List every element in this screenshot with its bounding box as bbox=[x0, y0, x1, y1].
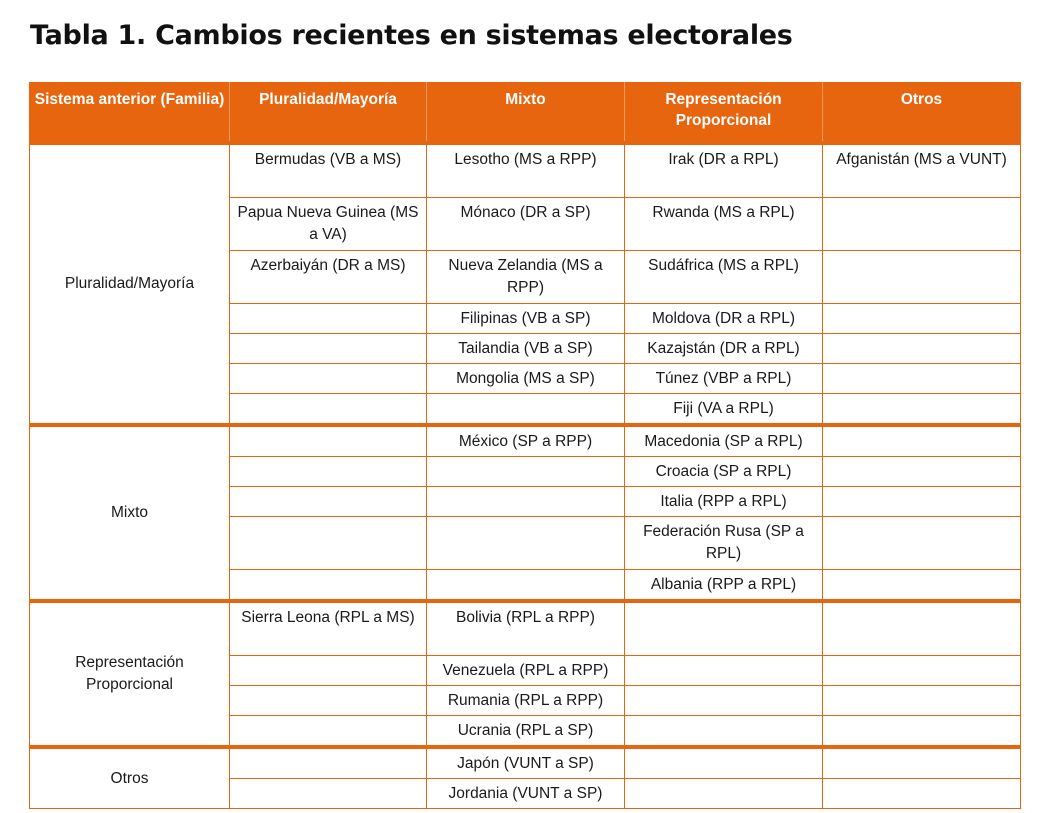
table-row bbox=[30, 601, 1021, 656]
electoral-systems-table bbox=[29, 82, 1021, 809]
table-cell: Rwanda (MS a RPL) bbox=[625, 198, 823, 251]
table-cell: Ucrania (RPL a SP) bbox=[427, 716, 625, 748]
table-cell: Azerbaiyán (DR a MS) bbox=[230, 251, 427, 304]
table-cell bbox=[625, 686, 823, 716]
table-cell bbox=[823, 656, 1021, 686]
table-cell bbox=[230, 364, 427, 394]
table-cell bbox=[823, 251, 1021, 304]
table-cell bbox=[625, 779, 823, 809]
table-cell: Federación Rusa (SP a RPL) bbox=[625, 517, 823, 570]
table-cell bbox=[427, 457, 625, 487]
header-row bbox=[30, 83, 1021, 144]
table-cell: Lesotho (MS a RPP) bbox=[427, 143, 625, 198]
table-cell: Macedonia (SP a RPL) bbox=[625, 425, 823, 457]
table-cell: Afganistán (MS a VUNT) bbox=[823, 143, 1021, 198]
table-cell bbox=[230, 425, 427, 457]
table-cell: Albania (RPP a RPL) bbox=[625, 570, 823, 602]
table-cell: Filipinas (VB a SP) bbox=[427, 304, 625, 334]
table-cell bbox=[230, 716, 427, 748]
table-cell: Croacia (SP a RPL) bbox=[625, 457, 823, 487]
table-cell: Japón (VUNT a SP) bbox=[427, 747, 625, 779]
table-cell bbox=[230, 747, 427, 779]
header-cell-previous-system: Sistema anterior (Familia) bbox=[30, 83, 230, 144]
table-cell bbox=[625, 656, 823, 686]
table-cell bbox=[427, 570, 625, 602]
table-cell: Italia (RPP a RPL) bbox=[625, 487, 823, 517]
table-cell: Túnez (VBP a RPL) bbox=[625, 364, 823, 394]
table-cell bbox=[230, 334, 427, 364]
header-cell-plurality-majority: Pluralidad/Mayoría bbox=[230, 83, 427, 144]
table-cell: Sierra Leona (RPL a MS) bbox=[230, 601, 427, 656]
table-cell: Mónaco (DR a SP) bbox=[427, 198, 625, 251]
table-cell bbox=[427, 394, 625, 426]
table-cell bbox=[230, 686, 427, 716]
table-cell: Tailandia (VB a SP) bbox=[427, 334, 625, 364]
family-cell-others: Otros bbox=[30, 747, 230, 809]
table-cell bbox=[823, 779, 1021, 809]
table-cell bbox=[823, 686, 1021, 716]
table-cell bbox=[625, 601, 823, 656]
table-cell bbox=[823, 716, 1021, 748]
table-row bbox=[30, 143, 1021, 198]
table-cell bbox=[230, 517, 427, 570]
table-cell bbox=[823, 304, 1021, 334]
table-cell: Kazajstán (DR a RPL) bbox=[625, 334, 823, 364]
table-cell bbox=[823, 517, 1021, 570]
table-cell: Bolivia (RPL a RPP) bbox=[427, 601, 625, 656]
table-cell bbox=[230, 779, 427, 809]
table-cell bbox=[823, 394, 1021, 426]
table-cell bbox=[230, 304, 427, 334]
table-cell bbox=[230, 487, 427, 517]
family-cell-proportional: Representación Proporcional bbox=[30, 601, 230, 747]
table-cell: Bermudas (VB a MS) bbox=[230, 143, 427, 198]
table-cell: Jordania (VUNT a SP) bbox=[427, 779, 625, 809]
table-title: Tabla 1. Cambios recientes en sistemas electorales bbox=[30, 20, 793, 51]
table-row bbox=[30, 747, 1021, 779]
table-cell: Moldova (DR a RPL) bbox=[625, 304, 823, 334]
header-cell-proportional: Representación Proporcional bbox=[625, 83, 823, 144]
table-cell: Venezuela (RPL a RPP) bbox=[427, 656, 625, 686]
header-cell-mixed: Mixto bbox=[427, 83, 625, 144]
table-cell bbox=[823, 198, 1021, 251]
family-cell-mixed: Mixto bbox=[30, 425, 230, 601]
table-cell bbox=[823, 487, 1021, 517]
table-cell bbox=[823, 334, 1021, 364]
header-cell-others: Otros bbox=[823, 83, 1021, 144]
table-row bbox=[30, 425, 1021, 457]
table-cell bbox=[625, 716, 823, 748]
table-cell bbox=[823, 425, 1021, 457]
table-cell bbox=[625, 747, 823, 779]
table-cell bbox=[230, 457, 427, 487]
table-cell bbox=[427, 517, 625, 570]
table-cell bbox=[823, 747, 1021, 779]
table-cell bbox=[823, 570, 1021, 602]
table-cell bbox=[823, 364, 1021, 394]
table-cell: Nueva Zelandia (MS a RPP) bbox=[427, 251, 625, 304]
table-cell bbox=[230, 656, 427, 686]
table-cell: Sudáfrica (MS a RPL) bbox=[625, 251, 823, 304]
table-cell bbox=[427, 487, 625, 517]
table-cell: Mongolia (MS a SP) bbox=[427, 364, 625, 394]
table-cell bbox=[230, 570, 427, 602]
table-cell: Irak (DR a RPL) bbox=[625, 143, 823, 198]
table-cell bbox=[823, 457, 1021, 487]
table-cell bbox=[230, 394, 427, 426]
table-cell: Fiji (VA a RPL) bbox=[625, 394, 823, 426]
family-cell-plurality-majority: Pluralidad/Mayoría bbox=[30, 143, 230, 425]
table-cell: México (SP a RPP) bbox=[427, 425, 625, 457]
table-cell: Rumania (RPL a RPP) bbox=[427, 686, 625, 716]
table-cell: Papua Nueva Guinea (MS a VA) bbox=[230, 198, 427, 251]
table-cell bbox=[823, 601, 1021, 656]
